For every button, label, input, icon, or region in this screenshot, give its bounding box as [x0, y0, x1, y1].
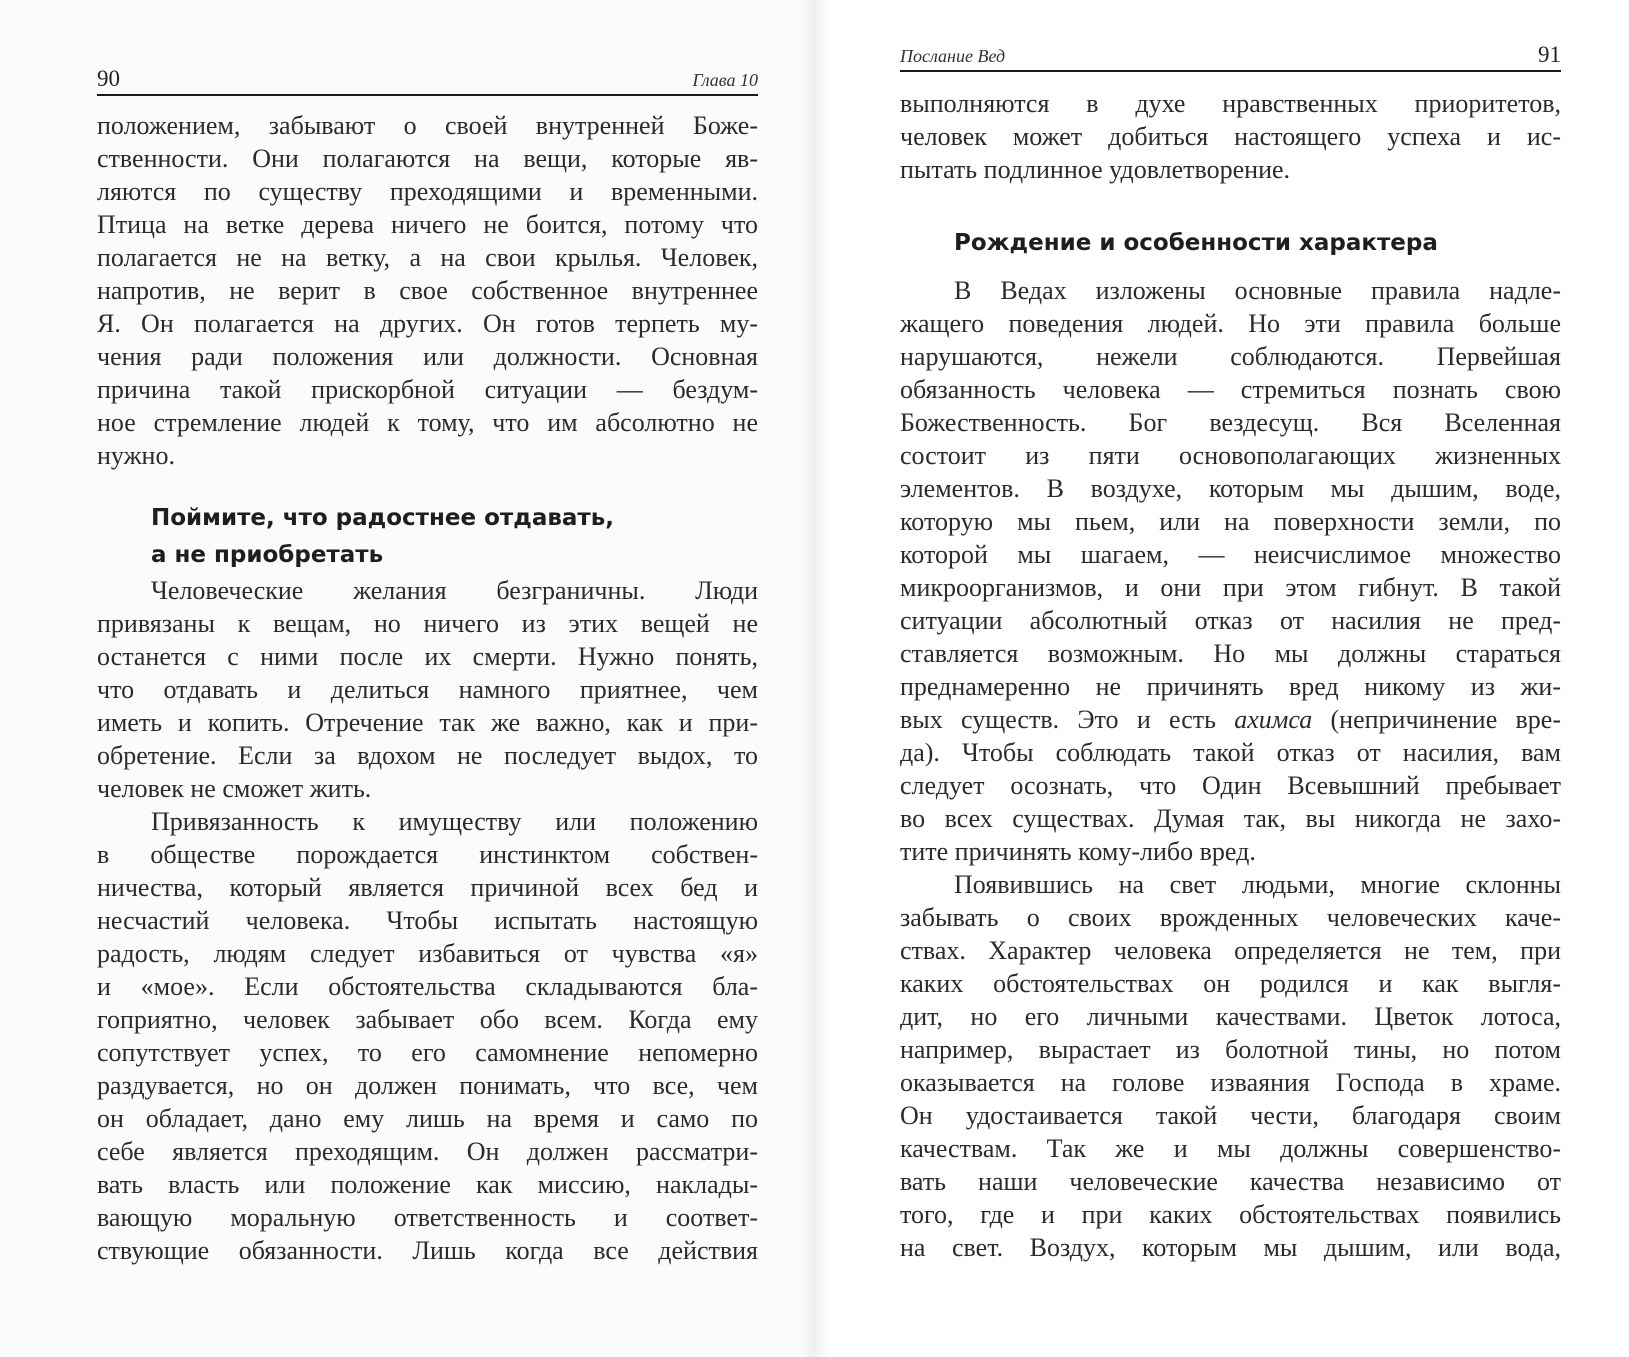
- text-line: причина такой прискорбной ситуации — бездум-: [97, 375, 758, 404]
- text-line: напротив, не верит в свое собственное внутреннее: [97, 276, 758, 305]
- spacer: [900, 186, 1561, 225]
- text-line: ствующие обязанности. Лишь когда все действия: [97, 1236, 758, 1265]
- ahimsa-term: ахимса: [1234, 705, 1313, 734]
- text-line: которую мы пьем, или на поверхности земли, по: [900, 507, 1561, 536]
- text-line: вать наши человеческие качества независимо от: [900, 1167, 1561, 1196]
- text-line: во всех существах. Думая так, вы никогда не захо-: [900, 804, 1561, 833]
- section-heading-give: Поймите, что радостнее отдавать,: [151, 505, 615, 531]
- text-line: дит, но его личными качествами. Цветок лотоса,: [900, 1002, 1561, 1031]
- text-line: ственности. Они полагаются на вещи, которые яв-: [97, 144, 758, 173]
- text-line: Человеческие желания безграничны. Люди: [151, 576, 758, 605]
- text-line: останется с ними после их смерти. Нужно понять,: [97, 642, 758, 671]
- text-line: В Ведах изложены основные правила надле-: [954, 276, 1561, 305]
- book-gutter: [800, 0, 830, 1357]
- text-line: оказывается на голове изваяния Господа в храме.: [900, 1068, 1561, 1097]
- text-line-ahimsa: [900, 703, 1561, 736]
- text-line: элементов. В воздухе, которым мы дышим, воде,: [900, 474, 1561, 503]
- text-line: обязанность человека — стремиться познать свою: [900, 375, 1561, 404]
- text-line: ляются по существу преходящими и временными.: [97, 177, 758, 206]
- text-line: в обществе порождается инстинктом собствен-: [97, 840, 758, 869]
- text-line: что отдавать и делиться намного приятнее, чем: [97, 675, 758, 704]
- section-heading-birth: Рождение и особенности характера: [954, 230, 1438, 256]
- text-line: пытать подлинное удовлетворение.: [900, 155, 1291, 184]
- text-line: Птица на ветке дерева ничего не боится, потому что: [97, 210, 758, 239]
- text-line: чения ради положения или должности. Основная: [97, 342, 758, 371]
- text-line: тите причинять кому-либо вред.: [900, 837, 1256, 866]
- text-line: микроорганизмов, и они при этом гибнут. В такой: [900, 573, 1561, 602]
- text-line: ставляется возможным. Но мы должны стараться: [900, 639, 1561, 668]
- text-line: человек не сможет жить.: [97, 774, 372, 803]
- text-line: например, вырастает из болотной тины, но потом: [900, 1035, 1561, 1064]
- section-heading-give-cont: а не приобретать: [151, 542, 384, 568]
- text-line: нужно.: [97, 441, 175, 470]
- right-header-rule: [900, 70, 1561, 72]
- text-line: ствах. Характер человека определяется не тем, при: [900, 936, 1561, 965]
- left-running-head: Глава 10: [692, 70, 758, 90]
- ahimsa-after: (непричинение вре-: [1312, 705, 1562, 734]
- right-page-number: 91: [1538, 42, 1561, 67]
- text-line: он обладает, дано ему лишь на время и само по: [97, 1104, 758, 1133]
- text-line: привязаны к вещам, но ничего из этих вещей не: [97, 609, 758, 638]
- text-line: себе является преходящим. Он должен рассматри-: [97, 1137, 758, 1166]
- text-line: Я. Он полагается на других. Он готов терпеть му-: [97, 309, 758, 338]
- left-page-number: 90: [97, 66, 120, 91]
- text-line: того, где и при каких обстоятельствах появились: [900, 1200, 1561, 1229]
- text-line: радость, людям следует избавиться от чувства «я»: [97, 939, 758, 968]
- text-line: Божественность. Бог вездесущ. Вся Вселенная: [900, 408, 1561, 437]
- text-line: сопутствует успех, то его самомнение непомерно: [97, 1038, 758, 1067]
- text-line: положением, забывают о своей внутренней Боже-: [97, 111, 758, 140]
- text-line: нарушаются, нежели соблюдаются. Первейшая: [900, 342, 1561, 371]
- text-line: забывать о своих врожденных человеческих каче-: [900, 903, 1561, 932]
- text-line: человек может добиться настоящего успеха и ис-: [900, 122, 1561, 151]
- text-line: Появившись на свет людьми, многие склонны: [954, 870, 1561, 899]
- text-line: каких обстоятельствах он родился и как выгля-: [900, 969, 1561, 998]
- text-line: выполняются в духе нравственных приоритетов,: [900, 89, 1561, 118]
- text-line: да). Чтобы соблюдать такой отказ от насилия, вам: [900, 738, 1561, 767]
- text-line: и «мое». Если обстоятельства складываются бла-: [97, 972, 758, 1001]
- text-line: преднамеренно не причинять вред никому из жи-: [900, 672, 1561, 701]
- text-line: ное стремление людей к тому, что им абсолютно не: [97, 408, 758, 437]
- text-line: следует осознать, что Один Всевышний пребывает: [900, 771, 1561, 800]
- text-line: вающую моральную ответственность и соответ-: [97, 1203, 758, 1232]
- spacer: [900, 262, 1561, 274]
- text-line: несчастий человека. Чтобы испытать настоящую: [97, 906, 758, 935]
- text-line: вать власть или положение как миссию, наклады-: [97, 1170, 758, 1199]
- spacer: [97, 472, 758, 500]
- right-running-head: Послание Вед: [900, 46, 1006, 66]
- left-text-column: [97, 109, 758, 1267]
- ahimsa-before: вых существ. Это и есть: [900, 705, 1235, 734]
- text-line: качествам. Так же и мы должны совершенство-: [900, 1134, 1561, 1163]
- text-line: которой мы шагаем, — неисчислимое множество: [900, 540, 1561, 569]
- right-page-header: [900, 36, 1561, 72]
- text-line: на свет. Воздух, которым мы дышим, или вода,: [900, 1233, 1561, 1262]
- text-line: иметь и копить. Отречение так же важно, как и при-: [97, 708, 758, 737]
- text-line: раздувается, но он должен понимать, что все, чем: [97, 1071, 758, 1100]
- text-line: ничества, который является причиной всех бед и: [97, 873, 758, 902]
- text-line: Привязанность к имуществу или положению: [151, 807, 758, 836]
- text-line: полагается не на ветку, а на свои крылья. Человек,: [97, 243, 758, 272]
- right-text-column: [900, 87, 1561, 1264]
- left-header-rule: [97, 94, 758, 96]
- text-line: ситуации абсолютный отказ от насилия не пред-: [900, 606, 1561, 635]
- left-page-header: [97, 60, 758, 96]
- text-line: гоприятно, человек забывает обо всем. Когда ему: [97, 1005, 758, 1034]
- text-line: Он удостаивается такой чести, благодаря своим: [900, 1101, 1561, 1130]
- text-line: обретение. Если за вдохом не последует выдох, то: [97, 741, 758, 770]
- text-line: жащего поведения людей. Но эти правила больше: [900, 309, 1561, 338]
- text-line: состоит из пяти основополагающих жизненных: [900, 441, 1561, 470]
